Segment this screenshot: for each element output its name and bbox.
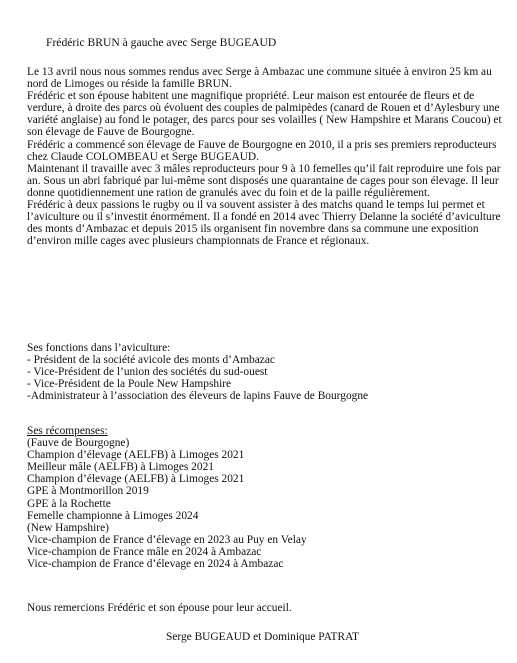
- functions-section: [27, 342, 509, 402]
- paragraph-property: Frédéric et son épouse habitent une magnifique propriété. Leur maison est entourée de fleurs et de verdure, à droite des parcs où évoluent des couples de palmipèdes (canard de Rouen et d’Aylesbury une variété anglaise) au fond le potager, des parcs pour ses volailles ( New Hampshire et Marans Coucou) et son élevage de Fauve de Bourgogne.: [27, 90, 502, 139]
- function-item: - Vice-Président de l’union des sociétés du sud-ouest: [27, 366, 268, 379]
- reward-item: (Fauve de Bourgogne): [27, 437, 130, 450]
- rewards-heading: Ses récompenses:: [27, 425, 108, 437]
- function-item: - Vice-Président de la Poule New Hampshire: [27, 378, 232, 391]
- functions-heading: Ses fonctions dans l’aviculture:: [27, 342, 171, 354]
- reward-item: Champion d’élevage (AELFB) à Limoges 2021: [27, 449, 245, 462]
- reward-item: Femelle championne à Limoges 2024: [27, 509, 199, 522]
- function-item: -Administrateur à l’association des éleveurs de lapins Fauve de Bourgogne: [27, 390, 369, 403]
- rewards-section: [27, 425, 509, 570]
- signature: Serge BUGEAUD et Dominique PATRAT: [166, 631, 360, 643]
- photo-caption: Frédéric BRUN à gauche avec Serge BUGEAUD: [46, 36, 277, 49]
- article-body: [27, 66, 509, 247]
- reward-item: Vice-champion de France d’élevage en 2024 à Ambazac: [27, 558, 284, 571]
- reward-item: Champion d’élevage (AELFB) à Limoges 2021: [27, 473, 245, 486]
- reward-item: (New Hampshire): [27, 521, 109, 534]
- reward-item: GPE à la Rochette: [27, 497, 111, 510]
- reward-item: GPE à Montmorillon 2019: [27, 485, 149, 498]
- reward-item: Meilleur mâle (AELFB) à Limoges 2021: [27, 461, 214, 474]
- paragraph-breeding: Maintenant il travaille avec 3 mâles reproducteurs pour 9 à 10 femelles qu’il fait reproduire une fois par an. Sous un abri fabriqué par lui-même sont disposés une quarantaine de cages pour son élevage. Il leur donne quotidiennement une ration de granulés avec du foin et de la paille régulièrement.: [27, 162, 501, 199]
- paragraph-start: Frédéric a commencé son élevage de Fauve de Bourgogne en 2010, il a pris ses premiers reproducteurs chez Claude COLOMBEAU et Serge BUGEAUD.: [27, 138, 497, 163]
- paragraph-passions: Frédéric à deux passions le rugby ou il va souvent assister à des matchs quand le temps lui permet et l’aviculture ou il s’investit énormément. Il a fondé en 2014 avec Thierry Delanne la société d’aviculture des monts d’Ambazac et depuis 2015 ils organisent fin novembre dans sa commune une exposition d’environ mille cages avec plusieurs championnats de France et régionaux.: [27, 199, 501, 248]
- paragraph-visit: Le 13 avril nous nous sommes rendus avec Serge à Ambazac une commune située à environ 25 km au nord de Limoges ou réside la famille BRUN.: [27, 66, 492, 91]
- thanks-line: Nous remercions Frédéric et son épouse pour leur accueil.: [27, 602, 292, 614]
- function-item: - Président de la société avicole des monts d’Ambazac: [27, 354, 275, 367]
- reward-item: Vice-champion de France mâle en 2024 à Ambazac: [27, 545, 262, 558]
- reward-item: Vice-champion de France d’élevage en 2023 au Puy en Velay: [27, 533, 307, 546]
